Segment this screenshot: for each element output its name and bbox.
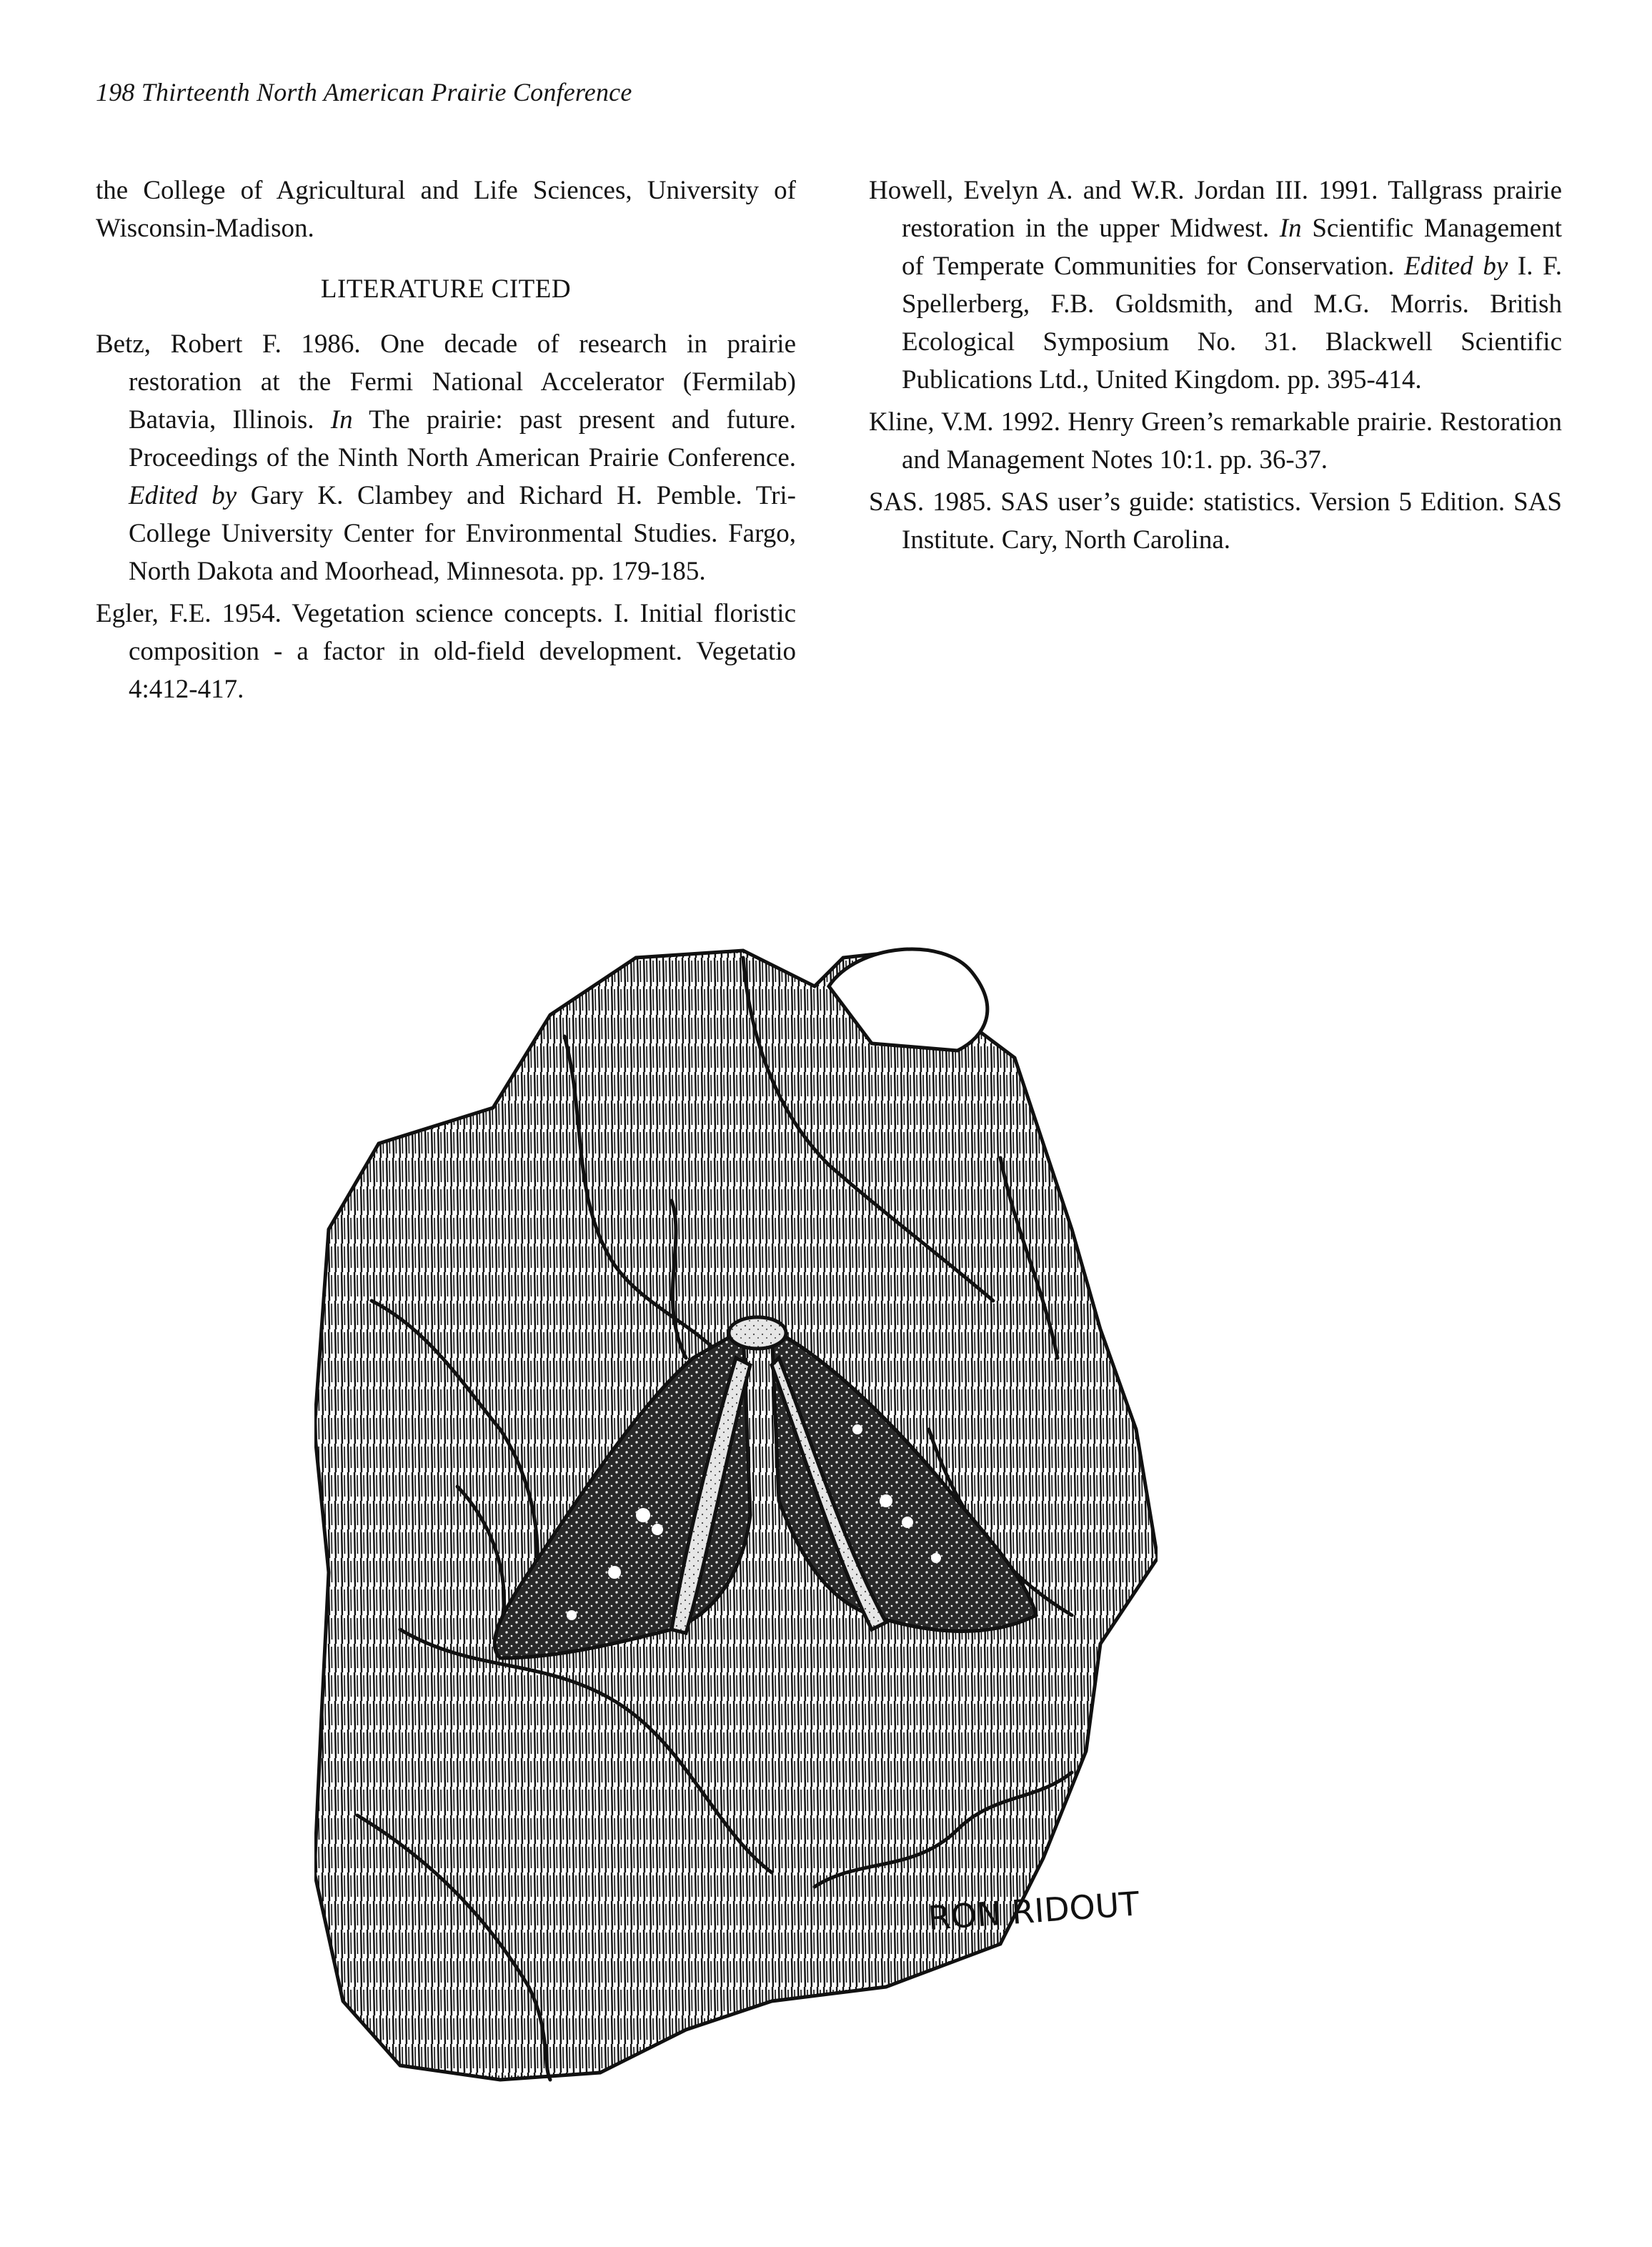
ref-text: Gary K. Clambey and Richard H. Pemble. Tri-College University Center for Environmental Studies. Fargo, North Dakota and Moorhead, Minnesota. pp. 179-185. bbox=[129, 481, 796, 586]
moth-drawing bbox=[314, 929, 1158, 2087]
intro-paragraph: the College of Agricultural and Life Sciences, University of Wisconsin-Madison. bbox=[96, 176, 796, 243]
ref-text: Howell, Evelyn A. and W.R. Jordan III. 1991. Tallgrass prairie restoration in the upper Midwest. bbox=[869, 176, 1562, 243]
section-heading: LITERATURE CITED bbox=[320, 274, 572, 304]
reference-egler: Egler, F.E. 1954. Vegetation science concepts. I. Initial floristic composition - a factor in old-field development. Vegetatio 4:412-417. bbox=[96, 599, 796, 704]
ref-italic-edited: Edited by bbox=[129, 481, 237, 510]
ref-italic-in: In bbox=[330, 405, 353, 435]
ref-italic-in: In bbox=[1279, 214, 1302, 243]
right-column bbox=[869, 172, 1562, 563]
ref-text: I. F. Spellerberg, F.B. Goldsmith, and M.G. Morris. British Ecological Symposium No. 31. Blackwell Scientific Publications Ltd., United Kingdom. pp. 395-414. bbox=[902, 252, 1562, 395]
ref-text: Scientific Management of Temperate Communities for Conservation. bbox=[902, 214, 1562, 281]
ref-text: The prairie: past present and future. Proceedings of the Ninth North American Prairie Conference. bbox=[129, 405, 796, 472]
reference-howell bbox=[869, 172, 1562, 399]
reference-sas: SAS. 1985. SAS user’s guide: statistics. Version 5 Edition. SAS Institute. Cary, North Carolina. bbox=[869, 487, 1562, 555]
left-column bbox=[96, 172, 796, 713]
reference-betz bbox=[96, 325, 796, 590]
ref-italic-edited: Edited by bbox=[1404, 252, 1508, 281]
moth-head bbox=[729, 1317, 786, 1349]
artist-signature: RON RIDOUT bbox=[927, 1884, 1141, 1938]
moth-on-bark-illustration bbox=[314, 929, 1158, 2087]
reference-kline: Kline, V.M. 1992. Henry Green’s remarkable prairie. Restoration and Management Notes 10:1. pp. 36-37. bbox=[869, 407, 1562, 475]
running-head: 198 Thirteenth North American Prairie Conference bbox=[96, 78, 632, 106]
ref-text: Betz, Robert F. 1986. One decade of research in prairie restoration at the Fermi National Accelerator (Fermilab) Batavia, Illinois. bbox=[96, 329, 796, 435]
